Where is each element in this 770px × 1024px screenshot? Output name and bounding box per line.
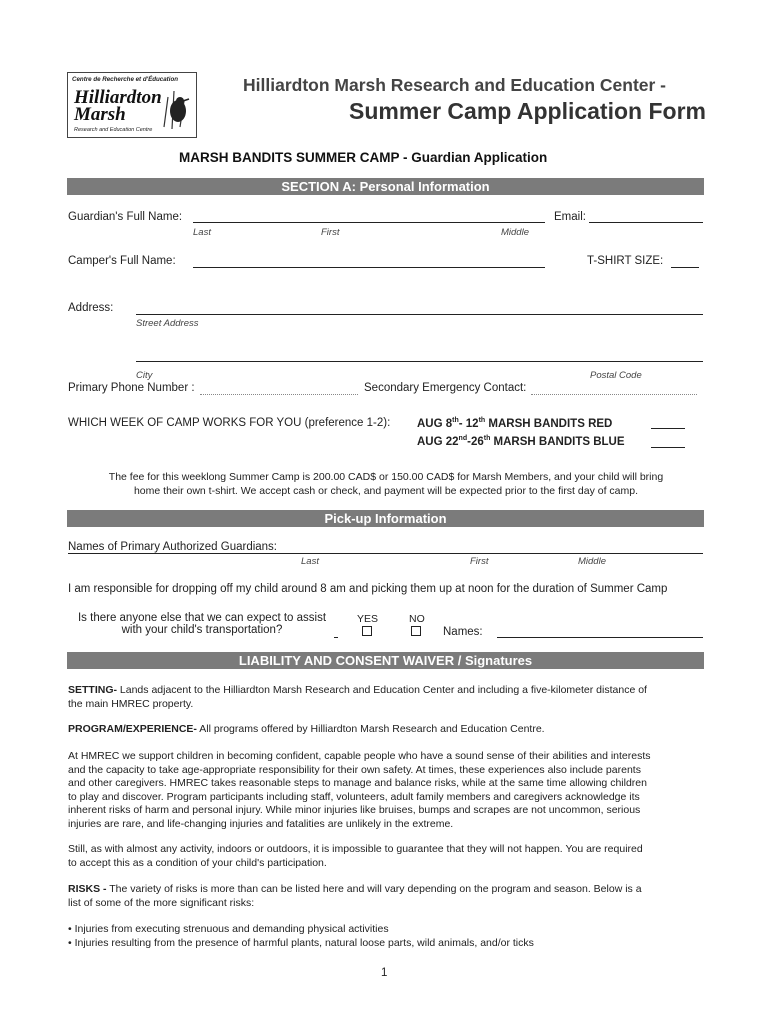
camper-name-field[interactable] <box>193 267 545 268</box>
hmrec-line-4: to play and discover. Program participants including staff, volunteers, adult family members and caregivers acknowledge its <box>68 790 640 803</box>
page-number: 1 <box>381 967 388 979</box>
hmrec-line-3: and other caregivers. HMREC takes reasonable steps to manage and balance risks, while at the same time allowing children <box>68 777 647 789</box>
transport-question <box>68 612 336 636</box>
postal-code-sub: Postal Code <box>590 370 642 381</box>
names-label: Names: <box>443 626 483 638</box>
risks-heading: RISKS - <box>68 883 107 895</box>
risks-line-2: list of some of the more significant risks: <box>68 896 255 909</box>
still-line-1: Still, as with almost any activity, indoors or outdoors, it is impossible to guarantee that they will not happen. You are required <box>68 843 643 855</box>
section-a-header: SECTION A: Personal Information <box>67 178 704 195</box>
pickup-last-sub: Last <box>301 556 319 567</box>
tshirt-size-field[interactable] <box>671 267 699 268</box>
still-paragraph <box>68 843 708 870</box>
transport-question-line-2: with your child's transportation? <box>121 624 283 636</box>
form-subtitle: MARSH BANDITS SUMMER CAMP - Guardian Application <box>179 150 548 165</box>
week-red-sup-1: th <box>452 417 459 424</box>
logo <box>67 72 197 138</box>
week-blue-sup-2: th <box>483 435 491 442</box>
logo-name-line-1: Hilliardton <box>74 87 162 108</box>
week-blue-date-start: AUG 22 <box>417 435 459 448</box>
risks-line-1: The variety of risks is more than can be listed here and will vary depending on the program and season. Below is a <box>106 883 642 895</box>
organization-name: Hilliardton Marsh Research and Education Center - <box>243 75 666 95</box>
setting-heading: SETTING- <box>68 684 117 696</box>
bird-icon <box>158 87 192 131</box>
risk-item-2: • Injuries resulting from the presence of harmful plants, natural loose parts, wild animals, and/or ticks <box>68 936 534 949</box>
pickup-header: Pick-up Information <box>67 510 704 527</box>
authorized-guardians-label: Names of Primary Authorized Guardians: <box>68 541 278 553</box>
street-address-field[interactable] <box>136 314 703 315</box>
fee-line-1: The fee for this weeklong Summer Camp is 200.00 CAD$ or 150.00 CAD$ for Marsh Members, and your child will bring <box>108 471 664 483</box>
setting-line-1: Lands adjacent to the Hilliardton Marsh Research and Education Center and including a five-kilometer distance of <box>117 684 647 696</box>
tshirt-label: T-SHIRT SIZE: <box>587 255 664 267</box>
setting-paragraph <box>68 684 708 711</box>
hmrec-line-1: At HMREC we support children in becoming confident, capable people who have a sound sense of their abilities and interests <box>68 750 651 762</box>
hmrec-line-5: inherent risks of harm and personal injury. While minor injuries like bruises, bumps and scrapes are not uncommon, serious <box>68 804 641 816</box>
fee-line-2: home their own t-shirt. We accept cash or check, and payment will be expected prior to the first day of camp. <box>133 484 639 497</box>
fee-paragraph <box>66 471 706 498</box>
setting-line-2: the main HMREC property. <box>68 697 194 710</box>
logo-bottom-text: Research and Education Centre <box>74 127 153 133</box>
week-red-date-end: - 12 <box>458 417 479 430</box>
waiver-header: LIABILITY AND CONSENT WAIVER / Signatures <box>67 652 704 669</box>
risks-list <box>68 923 708 950</box>
logo-top-text: Centre de Recherche et d'Éducation <box>72 76 178 83</box>
week-blue-preference-field[interactable] <box>651 447 685 448</box>
week-red-date-start: AUG 8 <box>417 417 453 430</box>
guardian-middle-sub: Middle <box>501 227 529 238</box>
week-red-name: MARSH BANDITS RED <box>485 417 613 430</box>
secondary-contact-field[interactable] <box>531 394 697 395</box>
primary-phone-field[interactable] <box>200 394 358 395</box>
secondary-contact-label: Secondary Emergency Contact: <box>364 382 527 394</box>
form-title: Summer Camp Application Form <box>349 98 706 124</box>
authorized-guardians-field[interactable] <box>68 553 703 554</box>
hmrec-line-2: and the capacity to take age-appropriate responsibility for their own safety. At times, these experiences also include parents <box>68 763 641 776</box>
week-blue-name: MARSH BANDITS BLUE <box>490 435 625 448</box>
risk-item-1: • Injuries from executing strenuous and demanding physical activities <box>68 923 389 935</box>
responsibility-statement: I am responsible for dropping off my child around 8 am and picking them up at noon for the duration of Summer Camp <box>68 583 668 595</box>
program-paragraph <box>68 723 708 737</box>
transport-names-field[interactable] <box>497 637 703 638</box>
hmrec-paragraph <box>68 750 708 831</box>
logo-name-line-2: Marsh <box>74 104 126 125</box>
hmrec-line-6: injuries are rare, and life-changing injuries and fatalities are unlikely in the extreme. <box>68 817 454 830</box>
camper-name-label: Camper's Full Name: <box>68 255 176 267</box>
week-red-preference-field[interactable] <box>651 428 685 429</box>
week-blue-sup-1: nd <box>458 435 468 442</box>
logo-name <box>74 89 162 123</box>
yes-label: YES <box>357 613 379 625</box>
still-line-2: to accept this as a condition of your child's participation. <box>68 856 327 869</box>
week-blue-date-end: -26 <box>467 435 484 448</box>
city-postal-field[interactable] <box>136 361 703 362</box>
guardian-name-field[interactable] <box>193 222 545 223</box>
email-field[interactable] <box>589 222 703 223</box>
pickup-first-sub: First <box>470 556 489 567</box>
no-checkbox[interactable] <box>411 626 421 636</box>
city-sub: City <box>136 370 153 381</box>
week-question: WHICH WEEK OF CAMP WORKS FOR YOU (preference 1-2): <box>68 417 391 429</box>
primary-phone-label: Primary Phone Number : <box>68 382 195 394</box>
no-label: NO <box>409 613 425 625</box>
divider-tick <box>334 637 338 638</box>
pickup-middle-sub: Middle <box>578 556 606 567</box>
guardian-name-label: Guardian's Full Name: <box>68 211 183 223</box>
address-label: Address: <box>68 302 114 314</box>
week-red-sup-2: th <box>478 417 486 424</box>
yes-checkbox[interactable] <box>362 626 372 636</box>
risks-paragraph <box>68 883 708 910</box>
program-heading: PROGRAM/EXPERIENCE- <box>68 723 197 735</box>
street-address-sub: Street Address <box>136 318 199 329</box>
week-option-red <box>417 417 612 430</box>
transport-question-line-1: Is there anyone else that we can expect to assist <box>77 612 327 624</box>
guardian-last-sub: Last <box>193 227 211 238</box>
email-label: Email: <box>554 211 586 223</box>
guardian-first-sub: First <box>321 227 340 238</box>
week-option-blue <box>417 435 625 448</box>
program-text: All programs offered by Hilliardton Marsh Research and Education Centre. <box>196 723 545 735</box>
